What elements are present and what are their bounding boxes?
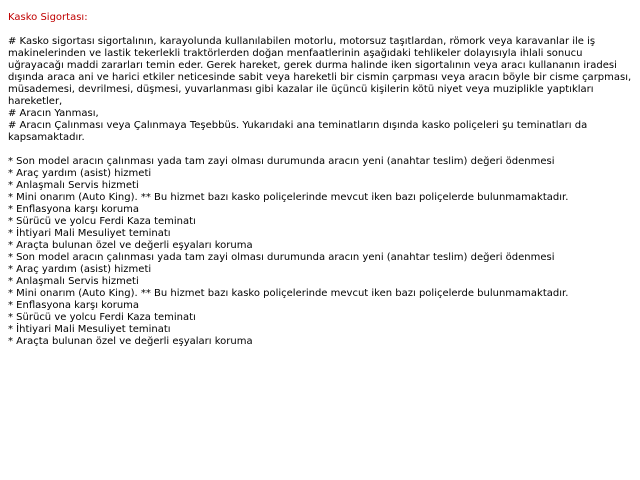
list-item: * İhtiyari Mali Mesuliyet teminatı	[8, 324, 171, 335]
intro-paragraph-main: # Kasko sigortası sigortalının, karayolunda kullanılabilen motorlu, motorsuz taşıtlardan, römork veya karavanlar ile iş makinelerinden ve lastik tekerlekli traktörlerden doğan menfaatlerinin aşağıdaki tehlikeler dolayısıyla ihlali sonucu uğrayacağı maddi zararları temin eder. Gerek hareket, gerek durma halinde iken sigortalının veya aracı kullananın iradesi dışında araca ani ve harici etkiler neticesinde sabit veya hareketli bir cismin çarpması veya aracın böyle bir cisme çarpması, müsademesi, devrilmesi, düşmesi, yuvarlanması gibi kazalar ile üçüncü kişilerin kötü niyet veya muziplikle yaptıkları hareketler,	[8, 36, 632, 107]
list-item: * Araç yardım (asist) hizmeti	[8, 168, 152, 179]
section-spacer	[8, 144, 640, 156]
intro-section	[8, 36, 640, 144]
list-item: * Mini onarım (Auto King). ** Bu hizmet bazı kasko poliçelerinde mevcut iken bazı poliçelerde bulunmamaktadır.	[8, 288, 569, 299]
list-item: * Araç yardım (asist) hizmeti	[8, 264, 152, 275]
list-item: * Son model aracın çalınması yada tam zayi olması durumunda aracın yeni (anahtar teslim) değeri ödenmesi	[8, 252, 555, 263]
list-item: * Sürücü ve yolcu Ferdi Kaza teminatı	[8, 216, 196, 227]
list-item: * İhtiyari Mali Mesuliyet teminatı	[8, 228, 171, 239]
page-title: Kasko Sigortası:	[8, 12, 88, 23]
list-item: * Anlaşmalı Servis hizmeti	[8, 276, 139, 287]
list-item: * Araçta bulunan özel ve değerli eşyaları koruma	[8, 240, 253, 251]
list-item: * Enflasyona karşı koruma	[8, 300, 140, 311]
coverage-list	[8, 156, 640, 348]
list-item: * Anlaşmalı Servis hizmeti	[8, 180, 139, 191]
list-item: * Son model aracın çalınması yada tam zayi olması durumunda aracın yeni (anahtar teslim) değeri ödenmesi	[8, 156, 555, 167]
intro-paragraph-theft: # Aracın Çalınması veya Çalınmaya Teşebbüs. Yukarıdaki ana teminatların dışında kasko poliçeleri şu teminatları da kapsamaktadır.	[8, 120, 588, 143]
list-item: * Sürücü ve yolcu Ferdi Kaza teminatı	[8, 312, 196, 323]
list-item: * Enflasyona karşı koruma	[8, 204, 140, 215]
list-item: * Araçta bulunan özel ve değerli eşyaları koruma	[8, 336, 253, 347]
intro-paragraph-fire: # Aracın Yanması,	[8, 108, 99, 119]
list-item: * Mini onarım (Auto King). ** Bu hizmet bazı kasko poliçelerinde mevcut iken bazı poliçelerde bulunmamaktadır.	[8, 192, 569, 203]
